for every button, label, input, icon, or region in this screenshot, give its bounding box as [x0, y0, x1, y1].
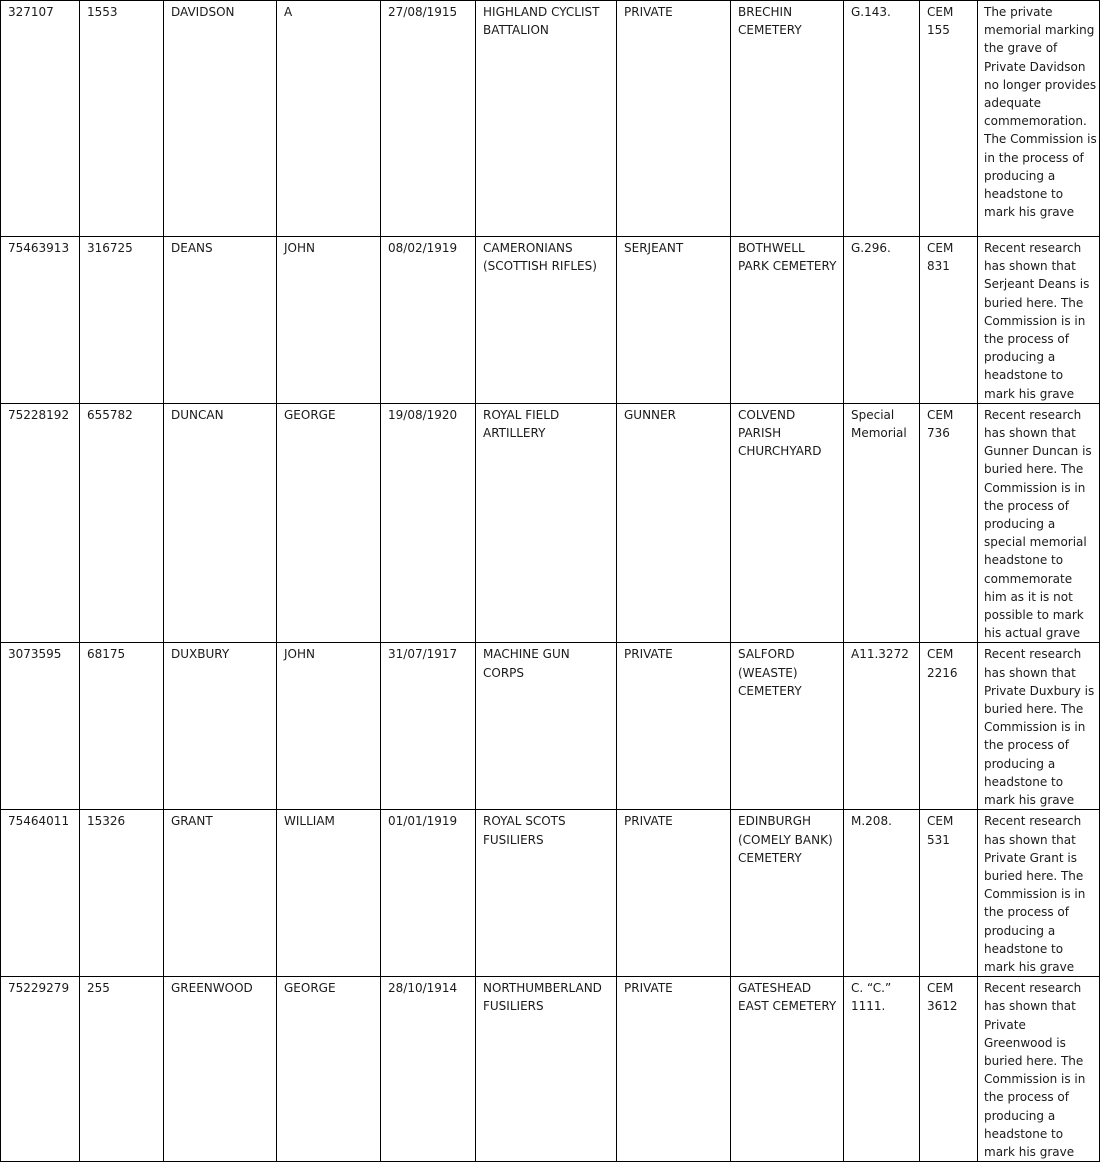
note-cell: Recent research has shown that Gunner Duncan is buried here. The Commission is in the process of producing a special memorial headstone to commemorate him as it is not possible to mark his actual grave: [978, 403, 1100, 643]
regiment-cell: ROYAL FIELD ARTILLERY: [476, 403, 617, 643]
note-cell: Recent research has shown that Private Greenwood is buried here. The Commission is in the process of producing a headstone to mark his grave: [978, 977, 1100, 1162]
surname-cell: GRANT: [164, 810, 277, 977]
cemetery-cell: SALFORD (WEASTE) CEMETERY: [731, 643, 844, 810]
grave-reference-cell: G.143.: [844, 1, 920, 237]
grave-reference-cell: Special Memorial: [844, 403, 920, 643]
record-id-cell: 327107: [1, 1, 80, 237]
regiment-cell: ROYAL SCOTS FUSILIERS: [476, 810, 617, 977]
note-cell: Recent research has shown that Serjeant Deans is buried here. The Commission is in the process of producing a headstone to mark his grave: [978, 237, 1100, 404]
service-number-cell: 68175: [80, 643, 164, 810]
rank-cell: PRIVATE: [617, 1, 731, 237]
forename-cell: A: [277, 1, 381, 237]
cemetery-cell: EDINBURGH (COMELY BANK) CEMETERY: [731, 810, 844, 977]
regiment-cell: MACHINE GUN CORPS: [476, 643, 617, 810]
table-row: [1, 810, 1100, 977]
service-number-cell: 655782: [80, 403, 164, 643]
cem-reference-cell: CEM 831: [920, 237, 978, 404]
forename-cell: JOHN: [277, 643, 381, 810]
service-number-cell: 15326: [80, 810, 164, 977]
forename-cell: GEORGE: [277, 403, 381, 643]
table-row: [1, 237, 1100, 404]
surname-cell: DEANS: [164, 237, 277, 404]
record-id-cell: 3073595: [1, 643, 80, 810]
date-of-death-cell: 08/02/1919: [381, 237, 476, 404]
cemetery-cell: BOTHWELL PARK CEMETERY: [731, 237, 844, 404]
note-cell: Recent research has shown that Private Duxbury is buried here. The Commission is in the process of producing a headstone to mark his grave: [978, 643, 1100, 810]
note-cell: Recent research has shown that Private Grant is buried here. The Commission is in the process of producing a headstone to mark his grave: [978, 810, 1100, 977]
note-cell: The private memorial marking the grave of Private Davidson no longer provides adequate commemoration. The Commission is in the process of producing a headstone to mark his grave: [978, 1, 1100, 237]
date-of-death-cell: 28/10/1914: [381, 977, 476, 1162]
surname-cell: GREENWOOD: [164, 977, 277, 1162]
cem-reference-cell: CEM 531: [920, 810, 978, 977]
surname-cell: DAVIDSON: [164, 1, 277, 237]
date-of-death-cell: 31/07/1917: [381, 643, 476, 810]
record-id-cell: 75228192: [1, 403, 80, 643]
grave-reference-cell: A11.3272: [844, 643, 920, 810]
record-id-cell: 75229279: [1, 977, 80, 1162]
cem-reference-cell: CEM 736: [920, 403, 978, 643]
rank-cell: GUNNER: [617, 403, 731, 643]
rank-cell: SERJEANT: [617, 237, 731, 404]
date-of-death-cell: 27/08/1915: [381, 1, 476, 237]
rank-cell: PRIVATE: [617, 977, 731, 1162]
surname-cell: DUXBURY: [164, 643, 277, 810]
cemetery-cell: GATESHEAD EAST CEMETERY: [731, 977, 844, 1162]
cemetery-cell: COLVEND PARISH CHURCHYARD: [731, 403, 844, 643]
cem-reference-cell: CEM 2216: [920, 643, 978, 810]
table-row: [1, 643, 1100, 810]
grave-reference-cell: C. “C.” 1111.: [844, 977, 920, 1162]
record-id-cell: 75464011: [1, 810, 80, 977]
date-of-death-cell: 01/01/1919: [381, 810, 476, 977]
date-of-death-cell: 19/08/1920: [381, 403, 476, 643]
service-number-cell: 255: [80, 977, 164, 1162]
table-row: [1, 1, 1100, 237]
regiment-cell: NORTHUMBERLAND FUSILIERS: [476, 977, 617, 1162]
cem-reference-cell: CEM 155: [920, 1, 978, 237]
forename-cell: GEORGE: [277, 977, 381, 1162]
table-row: [1, 403, 1100, 643]
grave-reference-cell: M.208.: [844, 810, 920, 977]
grave-reference-cell: G.296.: [844, 237, 920, 404]
regiment-cell: HIGHLAND CYCLIST BATTALION: [476, 1, 617, 237]
rank-cell: PRIVATE: [617, 643, 731, 810]
cem-reference-cell: CEM 3612: [920, 977, 978, 1162]
forename-cell: WILLIAM: [277, 810, 381, 977]
regiment-cell: CAMERONIANS (SCOTTISH RIFLES): [476, 237, 617, 404]
record-id-cell: 75463913: [1, 237, 80, 404]
cemetery-cell: BRECHIN CEMETERY: [731, 1, 844, 237]
forename-cell: JOHN: [277, 237, 381, 404]
service-number-cell: 1553: [80, 1, 164, 237]
surname-cell: DUNCAN: [164, 403, 277, 643]
service-number-cell: 316725: [80, 237, 164, 404]
table-row: [1, 977, 1100, 1162]
rank-cell: PRIVATE: [617, 810, 731, 977]
